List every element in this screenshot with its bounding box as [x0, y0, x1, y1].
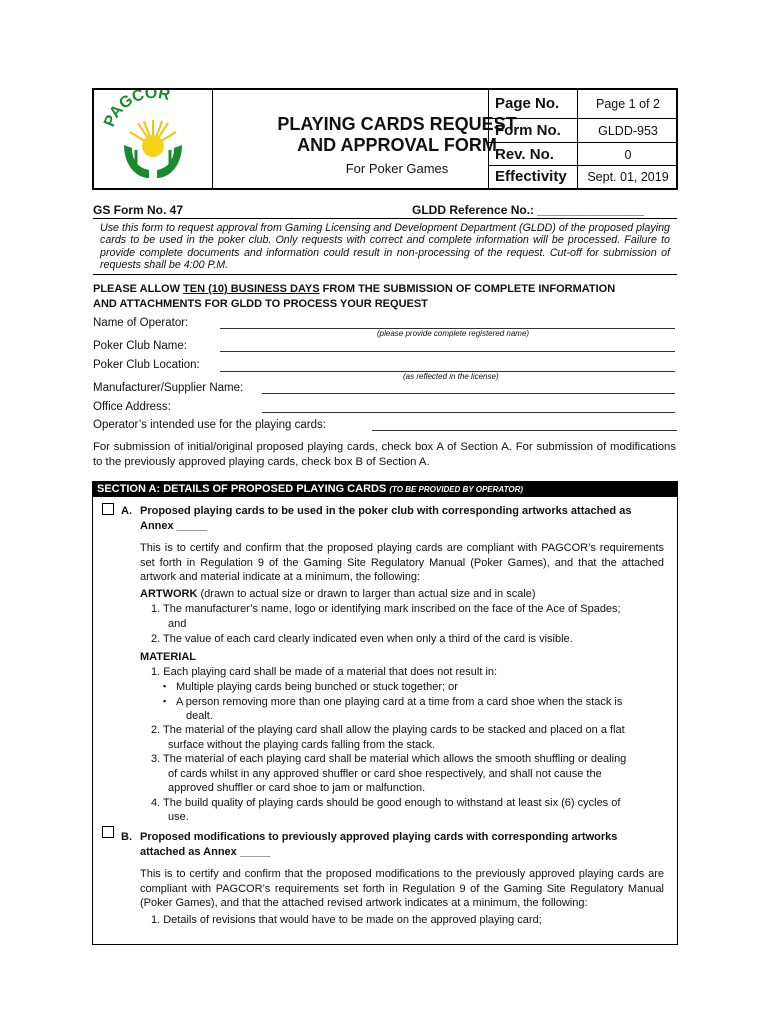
section-a-note: (TO BE PROVIDED BY OPERATOR) [389, 485, 524, 494]
club-name-label: Poker Club Name: [93, 340, 187, 352]
artwork-note: (drawn to actual size or drawn to larger than actual size and in scale) [197, 588, 536, 600]
section-a-header [93, 481, 677, 497]
material-item-4-cont: use. [168, 811, 189, 823]
form-title-line2: AND APPROVAL FORM [297, 135, 497, 155]
meta-row-line [488, 142, 678, 143]
item-b-text2: attached as Annex _____ [140, 846, 271, 858]
meta-value-form: GLDD-953 [598, 124, 658, 138]
meta-value-effectivity: Sept. 01, 2019 [587, 170, 669, 184]
svg-text:PAGCOR: PAGCOR [101, 90, 172, 130]
material-heading: MATERIAL [140, 651, 197, 663]
notice-prefix: PLEASE ALLOW [93, 283, 184, 295]
artwork-head: ARTWORK [140, 588, 198, 600]
intended-use-label: Operator’s intended use for the playing cards: [93, 419, 326, 431]
divider [93, 274, 677, 275]
material-item-2: 2. The material of the playing card shall allow the playing cards to be stacked and placed on a flat [151, 724, 625, 736]
instructions-text: Use this form to request approval from Gaming Licensing and Development Department (GLDD) of the proposed playing cards to be used in the poker club. Only requests with correct and complete information will be processed. Failure to provide complete documents and information could result in non-processing of the request. Cut-off for submission of requests shall be 4:00 P.M. [100, 222, 670, 272]
club-name-field[interactable] [220, 351, 675, 352]
material-item-3-cont2: approved shuffler or card shoe to jam or malfunction. [168, 782, 426, 794]
artwork-heading [140, 588, 536, 600]
artwork-item-2: 2. The value of each card clearly indicated even when only a third of the card is visible. [151, 633, 573, 645]
manufacturer-field[interactable] [262, 393, 675, 394]
gs-form-number: GS Form No. 47 [93, 203, 184, 217]
checkbox-a[interactable] [102, 503, 114, 515]
club-location-label: Poker Club Location: [93, 359, 200, 371]
meta-label-effectivity: Effectivity [495, 168, 567, 185]
meta-row-line [488, 165, 678, 166]
gldd-reference: GLDD Reference No.: ________________ [412, 203, 645, 217]
meta-label-page: Page No. [495, 95, 560, 112]
material-bullet-2: A person removing more than one playing card at a time from a card shoe when the stack is [176, 696, 623, 708]
material-item-3-cont: of cards whilst in any approved shuffler or card shoe respectively, and shall not cause the [168, 768, 602, 780]
manufacturer-label: Manufacturer/Supplier Name: [93, 382, 244, 394]
submission-note: For submission of initial/original proposed playing cards, check box A of Section A. For submission of modifications to the previously approved playing cards, check box B of Section A. [93, 441, 676, 468]
artwork-item-1-cont: and [168, 618, 187, 630]
material-item-4: 4. The build quality of playing cards should be good enough to withstand at least six (6) cycles of [151, 797, 621, 809]
meta-label-form: Form No. [495, 122, 561, 139]
office-field[interactable] [262, 412, 675, 413]
section-a-title: SECTION A: DETAILS OF PROPOSED PLAYING CARDS [97, 483, 387, 495]
meta-value-rev: 0 [624, 148, 632, 162]
operator-hint: (please provide complete registered name) [377, 329, 530, 338]
item-b-text1: Proposed modifications to previously approved playing cards with corresponding artworks [140, 831, 618, 843]
notice-line1 [93, 283, 673, 295]
location-hint: (as reflected in the license) [403, 372, 499, 381]
material-item-3: 3. The material of each playing card shall be material which allows the smooth shuffling or dealing [151, 753, 627, 765]
meta-divider-left [488, 88, 489, 190]
item-b-label: B. [121, 831, 132, 843]
pagcor-logo [94, 90, 213, 188]
notice-days: TEN (10) BUSINESS DAYS [183, 283, 320, 295]
material-item-1: 1. Each playing card shall be made of a material that does not result in: [151, 666, 498, 678]
item-a-text1: Proposed playing cards to be used in the poker club with corresponding artworks attached as [140, 505, 632, 517]
meta-row-line [488, 118, 678, 119]
operator-label: Name of Operator: [93, 317, 189, 329]
form-subtitle: For Poker Games [345, 161, 449, 176]
item-b-certify: This is to certify and confirm that the proposed modifications to the previously approved playing cards are compliant with PAGCOR’s requirements set forth in Regulation 9 of the Gaming Site Regulatory Manual (Poker Games), and that the attached revised artwork indicates at a minimum, the following: [140, 868, 664, 910]
form-title-line1: PLAYING CARDS REQUEST [277, 114, 517, 134]
checkbox-b[interactable] [102, 826, 114, 838]
artwork-item-1: 1. The manufacturer’s name, logo or identifying mark inscribed on the face of the Ace of Spades; [151, 603, 621, 615]
material-item-2-cont: surface without the playing cards falling from the stack. [168, 739, 436, 751]
intended-use-field[interactable] [372, 430, 677, 431]
divider [93, 218, 677, 219]
item-a-label: A. [121, 505, 132, 517]
meta-value-page: Page 1 of 2 [596, 97, 660, 111]
item-a-text2: Annex _____ [140, 520, 208, 532]
material-bullet-2-cont: dealt. [186, 710, 213, 722]
meta-label-rev: Rev. No. [495, 146, 554, 163]
office-label: Office Address: [93, 401, 171, 413]
item-a-certify: This is to certify and confirm that the proposed playing cards are compliant with PAGCOR’s requirements set forth in Regulation 9 of the Gaming Site Regulatory Manual (Poker Games), and that the attached artwork and material indicate at a minimum, the following: [140, 542, 664, 584]
bullet-icon: ▪ [163, 696, 167, 706]
item-b-detail-1: 1. Details of revisions that would have to be made on the approved playing card; [151, 914, 542, 926]
notice-suffix: FROM THE SUBMISSION OF COMPLETE INFORMATION [319, 283, 616, 295]
material-bullet-1: Multiple playing cards being bunched or stuck together; or [176, 681, 458, 693]
bullet-icon: ▪ [163, 681, 167, 691]
notice-line2: AND ATTACHMENTS FOR GLDD TO PROCESS YOUR REQUEST [93, 298, 428, 310]
